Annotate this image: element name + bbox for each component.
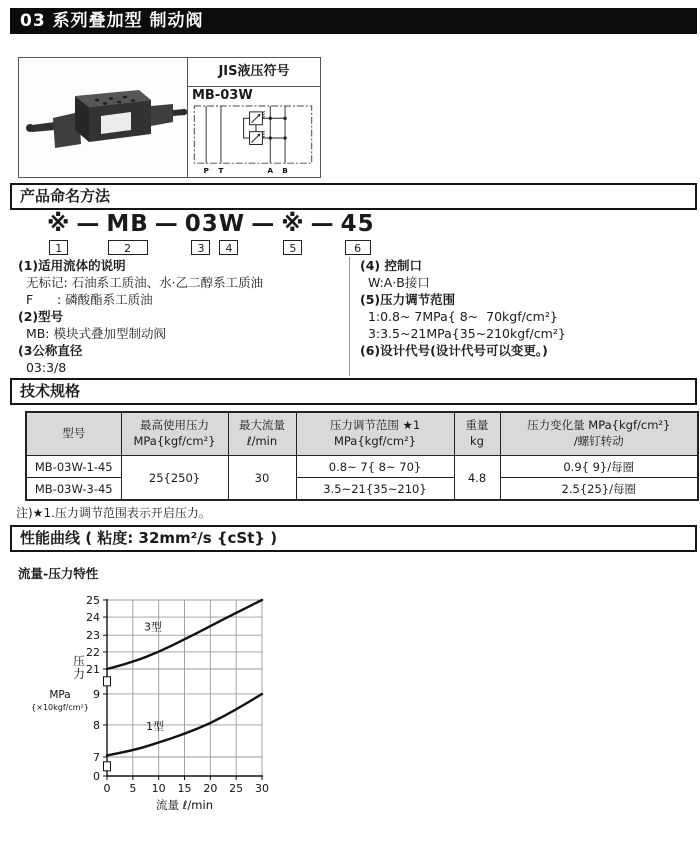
naming-line: (3公称直径 xyxy=(18,343,83,358)
code-segment-2 xyxy=(106,212,148,255)
table-row xyxy=(26,456,698,478)
spec-table-cell: MB-03W-1-45 xyxy=(26,456,121,478)
product-photo xyxy=(19,58,187,177)
section-title-performance: 性能曲线 ( 粘度: 32mm²/s {cSt} ) xyxy=(10,525,697,552)
code-number-box-1: 1 xyxy=(49,240,68,255)
spec-table-cell: 25{250} xyxy=(121,456,228,501)
page-title: 03 系列叠加型 制动阀 xyxy=(10,8,697,34)
code-segment-6 xyxy=(281,212,304,255)
jis-symbol-header: JIS液压符号 xyxy=(188,58,320,87)
spec-table-cell: MB-03W-3-45 xyxy=(26,478,121,501)
code-segment-text: — xyxy=(154,211,179,237)
chart-y-tick-label: 0 xyxy=(93,770,100,783)
y-axis-break-mark xyxy=(104,677,111,686)
code-number-box-5: 5 xyxy=(283,240,302,255)
code-segment-text: — xyxy=(76,211,101,237)
code-number-boxes xyxy=(283,240,302,255)
naming-line: (4) 控制口 xyxy=(360,258,422,273)
section-title-specs: 技术规格 xyxy=(10,378,697,405)
code-segment-4 xyxy=(185,212,245,255)
code-segment-1 xyxy=(76,212,100,237)
spec-table-header: 最大流量 ℓ/min xyxy=(228,412,296,456)
code-segment-text: 03W xyxy=(184,211,246,237)
naming-right-column xyxy=(349,257,697,376)
port-label-P: P xyxy=(203,166,209,176)
port-label-B: B xyxy=(282,166,288,176)
chart-x-tick-label: 15 xyxy=(177,782,192,795)
jis-symbol-model-label: MB-03W xyxy=(192,88,253,103)
spec-table-cell: 4.8 xyxy=(454,456,500,501)
naming-line: F : 磷酸酯系工质油 xyxy=(18,292,153,307)
chart-ylabel-1: 压 xyxy=(72,654,86,668)
code-segment-3 xyxy=(155,212,179,237)
spec-table-cell: 0.8~ 7{ 8~ 70} xyxy=(296,456,454,478)
spec-table-cell: 30 xyxy=(228,456,296,501)
y-axis-break-mark xyxy=(104,762,111,771)
chart-x-tick-label: 25 xyxy=(229,782,244,795)
chart-curve-label-1: 1型 xyxy=(146,719,165,733)
chart-y-tick-label: 23 xyxy=(86,629,100,643)
chart-subtitle: 流量-压力特性 xyxy=(18,566,99,581)
code-number-boxes xyxy=(49,240,68,255)
jis-symbol-panel xyxy=(187,58,320,177)
code-segment-text: ※ xyxy=(47,211,71,237)
chart-xlabel: 流量 ℓ/min xyxy=(156,798,213,812)
naming-line: MB: 模块式叠加型制动阀 xyxy=(18,326,166,341)
chart-y-tick-label: 9 xyxy=(93,687,100,701)
naming-line: 无标记: 石油系工质油、水·乙二醇系工质油 xyxy=(18,275,264,290)
chart-ylabel-2: 力 xyxy=(72,667,86,681)
port-label-T: T xyxy=(218,166,224,176)
chart-y-tick-label: 25 xyxy=(86,594,100,607)
naming-line: 3:3.5~21MPa{35~210kgf/cm²} xyxy=(360,326,566,341)
spec-table-header: 型号 xyxy=(26,412,121,456)
spec-table-cell: 2.5{25}/每圈 xyxy=(500,478,698,501)
naming-line: 03:3/8 xyxy=(18,360,67,375)
code-number-box-3: 3 xyxy=(191,240,210,255)
chart-x-tick-label: 20 xyxy=(203,782,218,795)
spec-table-cell: 0.9{ 9}/每圈 xyxy=(500,456,698,478)
code-number-boxes xyxy=(108,240,148,255)
model-code-breakdown xyxy=(44,212,378,255)
spec-table-header: 压力调节范围 ★1 MPa{kgf/cm²} xyxy=(296,412,454,456)
naming-line: (1)适用流体的说明 xyxy=(18,258,126,273)
product-overview-box xyxy=(18,57,321,178)
naming-left-column xyxy=(18,257,349,376)
valve-photo-illustration xyxy=(19,58,187,177)
spec-table-header: 最高使用压力 MPa{kgf/cm²} xyxy=(121,412,228,456)
code-number-box-6: 6 xyxy=(345,240,371,255)
code-number-box-2: 2 xyxy=(108,240,148,255)
chart-x-tick-label: 0 xyxy=(103,782,111,795)
code-number-boxes xyxy=(191,240,238,255)
code-number-box-4: 4 xyxy=(219,240,238,255)
naming-description-columns xyxy=(18,257,697,376)
chart-curve-label-0: 3型 xyxy=(143,620,162,634)
code-segment-text: 45 xyxy=(340,211,375,237)
chart-x-tick-label: 30 xyxy=(255,782,269,795)
hydraulic-circuit-symbol xyxy=(188,104,320,177)
chart-y-tick-label: 21 xyxy=(86,662,100,676)
spec-table xyxy=(25,411,699,501)
code-segment-0 xyxy=(47,212,70,255)
flow-pressure-chart xyxy=(20,585,310,825)
spec-table-header: 压力变化量 MPa{kgf/cm²} /螺钉转动 xyxy=(500,412,698,456)
port-label-A: A xyxy=(267,166,274,176)
chart-x-tick-label: 5 xyxy=(129,782,137,795)
code-segment-text: ※ xyxy=(281,211,305,237)
spec-table-note: 注)★1.压力调节范围表示开启压力。 xyxy=(16,506,211,520)
chart-ylabel-unit: MPa xyxy=(49,689,71,701)
code-segment-5 xyxy=(251,212,275,237)
section-title-naming: 产品命名方法 xyxy=(10,183,697,210)
chart-x-tick-label: 10 xyxy=(151,782,166,795)
code-segment-7 xyxy=(311,212,335,237)
naming-line: 1:0.8~ 7MPa{ 8~ 70kgf/cm²} xyxy=(360,309,558,324)
chart-y-tick-label: 24 xyxy=(86,611,100,625)
spec-table-cell: 3.5~21{35~210} xyxy=(296,478,454,501)
code-segment-text: — xyxy=(251,211,276,237)
chart-y-tick-label: 8 xyxy=(93,718,100,732)
code-segment-8 xyxy=(341,212,375,255)
spec-table-header: 重量 kg xyxy=(454,412,500,456)
chart-y-tick-label: 7 xyxy=(93,750,100,764)
chart-y-tick-label: 22 xyxy=(86,645,100,659)
code-segment-text: — xyxy=(310,211,335,237)
code-number-boxes xyxy=(345,240,371,255)
naming-line: (2)型号 xyxy=(18,309,64,324)
naming-line: (6)设计代号(设计代号可以变更。) xyxy=(360,343,548,358)
naming-line: (5)压力调节范围 xyxy=(360,292,456,307)
naming-line: W:A·B接口 xyxy=(360,275,430,290)
chart-ylabel-unit-alt: {×10kgf/cm²} xyxy=(31,703,89,712)
code-segment-text: MB xyxy=(106,211,149,237)
